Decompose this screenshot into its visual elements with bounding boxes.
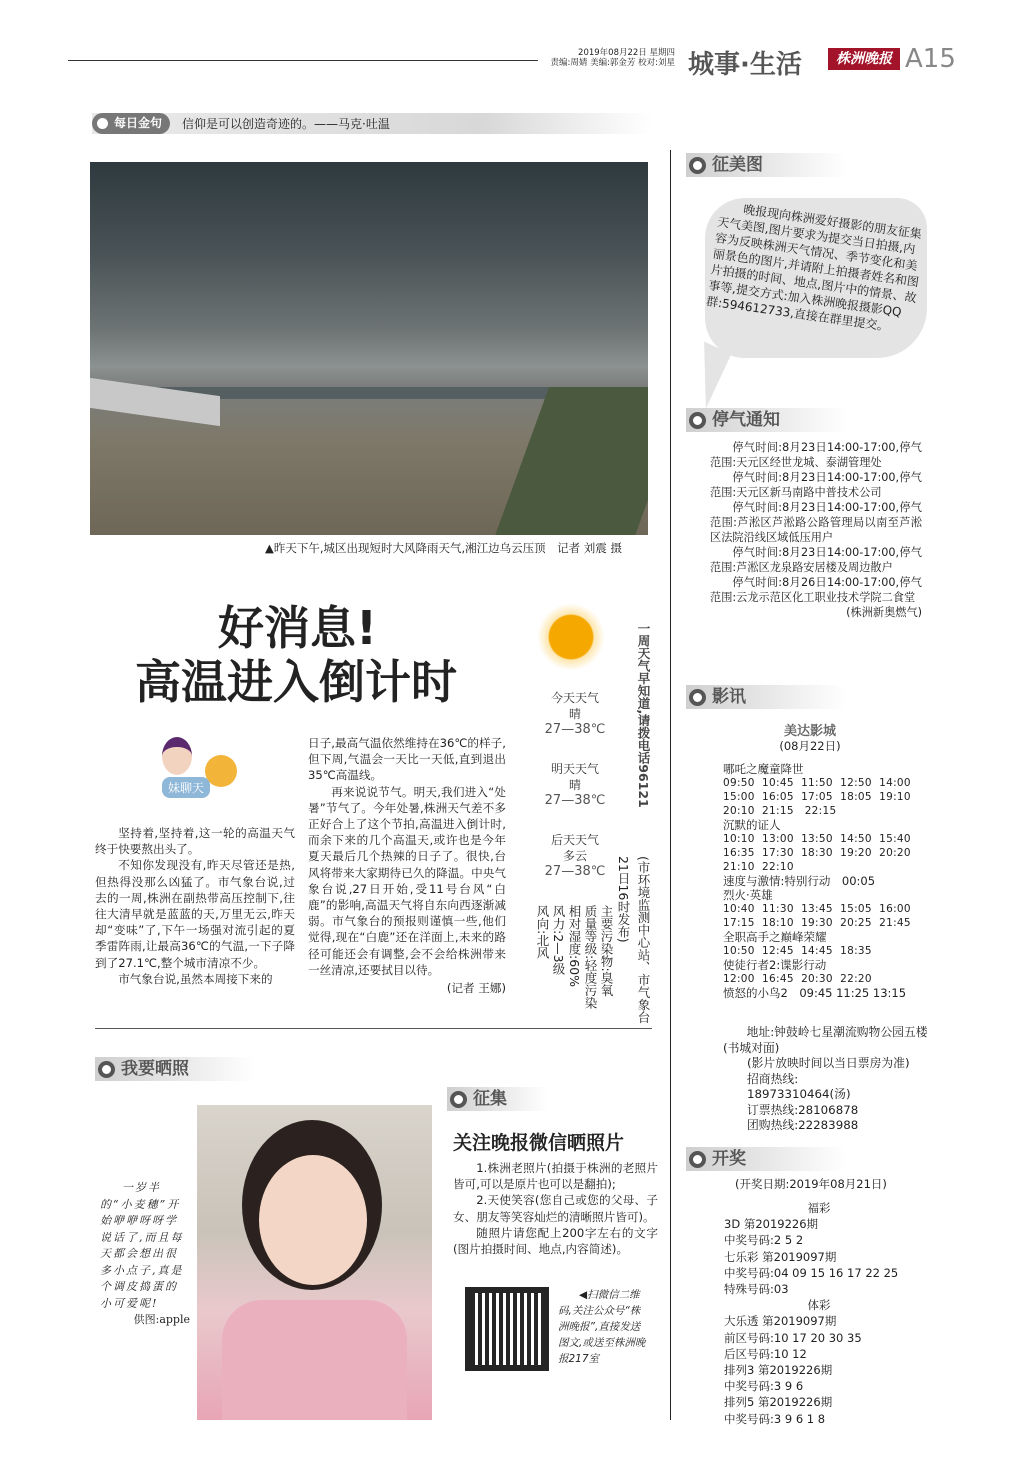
photo-caption: ▲昨天下午,城区出现短时大风降雨天气,湘江边乌云压顶 记者 刘震 摄	[265, 541, 622, 555]
weather-details: 主要污染物:臭氧 质量等级:轻度污染 相对湿度:60% 风力:2—3级 风向:北风	[535, 905, 614, 1010]
headline-line2: 高温进入倒计时	[135, 655, 457, 709]
lottery-results: 福彩 3D 第2019226期 中奖号码:2 5 2 七乐彩 第2019097期 中奖号码:04 09 15 16 17 22 25 特殊号码:03 体彩 大乐透 第2019097期 前区号码:10 17 20 30 35 后区号码:10 12 排列3 第2019226期 中奖号码:3 9 6 排列5 第2019226期 中奖号码:3 9 6 1 8	[724, 1201, 899, 1426]
gas-notices: 停气时间:8月23日14:00-17:00,停气范围:天元区经世龙城、泰湖管理处 停气时间:8月23日14:00-17:00,停气范围:天元区新马南路中普技术公司 停气时间:8月23日14:00-17:00,停气范围:芦淞区芦淞路公路管理局以南至芦淞区法院沿线区域低压用户 停气时间:8月23日14:00-17:00,停气范围:芦淞区龙泉路安居楼及周边散户 停气时间:8月26日14:00-17:00,停气范围:云龙示范区化工职业技术学院二食堂 (株洲新奥燃气)	[710, 441, 922, 619]
cinema-name: 美达影城	[783, 724, 836, 739]
dot-icon	[98, 1061, 115, 1078]
dot-icon	[689, 689, 706, 706]
movie-title: 烈火·英雄	[723, 888, 773, 902]
cinema-info: 地址:钟鼓岭七星潮流购物公园五楼(书城对面) (影片放映时间以当日票房为准) 招商热线: 18973310464(汤) 订票热线:28106878 团购热线:22283988	[723, 1025, 928, 1132]
gas-notice: 停气时间:8月23日14:00-17:00,停气范围:天元区经世龙城、泰湖管理处	[710, 441, 922, 469]
sun-icon	[537, 603, 605, 671]
byline: (记者 王娜)	[446, 981, 506, 996]
section-divider	[95, 1028, 652, 1029]
wechat-qr-code[interactable]	[465, 1287, 549, 1371]
child-photo-caption: 一岁半的“小麦穗”开始咿咿呀呀学说话了,而且每天都会想出很多小点子,真是个调皮捣蛋的小可爱呢! 供图:apple	[100, 1181, 190, 1326]
movie-title: 全职高手之巅峰荣耀	[723, 930, 827, 944]
weather-day: 明天天气 晴 27—38℃	[544, 762, 606, 808]
showtimes: 09:50 10:45 11:50 12:50 14:00 15:00 16:05 17:05 18:05 19:10 20:10 21:15 22:15	[723, 777, 911, 817]
photo-contest-text: 晚报现向株洲爱好摄影的朋友征集天气美图,图片要求为提交当日拍摄,内容为反映株洲天气情况、季节变化和美丽景色的图片,并请附上拍摄者姓名和图片拍摄的时间、地点,图片中的情景、故事等,提交方式:加入株洲晚报摄影QQ群:594612733,直接在群里提交。	[705, 202, 923, 334]
header-meta	[545, 48, 675, 68]
weather-day: 今天天气 晴 27—38℃	[544, 691, 606, 737]
section-header-lottery: 开奖	[686, 1147, 846, 1171]
movie-title: 愤怒的小鸟2 09:45 11:25 13:15	[723, 986, 907, 1000]
movie-title: 速度与激情:特别行动 00:05	[723, 874, 876, 888]
dot-icon	[689, 157, 706, 174]
collect-text: 1.株洲老照片(拍摄于株洲的老照片皆可,可以是原片也可以是翻拍); 2.天使笑容(您自己或您的父母、子女、朋友等笑容灿烂的清晰照片皆可)。 随照片请您配上200字左右的文字(图片拍摄时间、地点,内容简述)。	[453, 1161, 658, 1257]
article-col1: 坚持着,坚持着,这一轮的高温天气终于快要熬出头了。 不知你发现没有,昨天尽管还是热,但热得没那么凶猛了。市气象台说,过去的一周,株洲在副热带高压控制下,往往大清早就是蓝蓝的天,万里无云,昨天却“变味”了,下午一场强对流引起的夏季雷阵雨,让最高36℃的气温,一下子降到了27.1℃,整个城市清凉不少。 市气象台说,虽然本周接下来的	[95, 826, 295, 986]
lottery-date: (开奖日期:2019年08月21日)	[735, 1177, 887, 1191]
gas-notice: 停气时间:8月26日14:00-17:00,停气范围:云龙示范区化工职业技术学院二食堂	[710, 576, 922, 604]
section-header-photo: 我要晒照	[95, 1057, 255, 1081]
dot-icon	[97, 118, 108, 129]
issue-date: 2019年08月22日 星期四	[578, 48, 675, 58]
storm-river-photo	[90, 162, 648, 535]
headline-line1: 好消息!	[218, 601, 377, 655]
section-header-photo-contest: 征美图	[686, 153, 846, 177]
showtimes: 10:40 11:30 13:45 15:05 16:00 17:15 18:10 19:30 20:25 21:45	[723, 903, 911, 929]
movie-title: 使徒行者2:谍影行动	[723, 958, 827, 972]
speech-bubble-tail	[679, 341, 732, 408]
section-title: 城事·生活	[688, 50, 802, 80]
collect-headline: 关注晚报微信晒照片	[453, 1132, 625, 1154]
dot-icon	[450, 1091, 467, 1108]
section-header-gas: 停气通知	[686, 408, 846, 432]
showtimes: 10:50 12:45 14:45 18:35	[723, 945, 872, 957]
dot-icon	[689, 1151, 706, 1168]
weather-day: 后天天气 多云 27—38℃	[544, 833, 606, 879]
column-rule	[670, 150, 671, 1420]
newspaper-logo: 株洲晚报	[828, 48, 900, 70]
qr-note: ◀扫微信二维码,关注公众号“株洲晚报”,直接发送图文,或送至株洲晚报217室	[558, 1289, 646, 1365]
staff-credits: 责编:周婧 美编:郭金芳 校对:刘星	[550, 58, 675, 68]
showtimes: 12:00 16:45 20:30 22:20	[723, 973, 872, 985]
quote-bar	[92, 113, 652, 134]
movie-title: 沉默的证人	[723, 818, 781, 832]
weather-source: (市环境监测中心站、市气象台	[636, 856, 651, 1024]
quote-label: 每日金句	[92, 113, 170, 134]
weather-forecast	[535, 690, 615, 880]
showtimes: 10:10 13:00 13:50 14:50 15:40 16:35 17:30 18:30 19:20 20:20 21:10 22:10	[723, 833, 911, 873]
header-rule	[68, 60, 538, 61]
movie-title: 哪吒之魔童降世	[723, 762, 804, 776]
child-photo	[197, 1105, 432, 1420]
columnist-avatar	[140, 735, 240, 810]
avatar-label: 妹聊天	[162, 777, 210, 798]
section-header-movies: 影讯	[686, 685, 846, 709]
article-col2: 日子,最高气温依然维持在36℃的样子,但下周,气温会一天比一天低,直到退出35℃高温线。 再来说说节气。明天,我们进入“处暑”节气了。今年处暑,株洲天气差不多正好合上了这个节拍,高温进入倒计时,而余下来的几个高温天,或许也是今年夏天最后几个热辣的日子了。很快,台风将带来大家期待已久的降温。中央气象台说,27日开始,受11号台风“白鹿”的影响,高温天气将自东向西逐渐减弱。市气象台的预报则谨慎一些,他们觉得,现在“白鹿”还在洋面上,未来的路径可能还会有调整,会不会给株洲带来一丝清凉,还要拭目以待。 (记者 王娜)	[308, 736, 506, 996]
gas-notice: 停气时间:8月23日14:00-17:00,停气范围:天元区新马南路中普技术公司	[710, 471, 922, 499]
quote-text: 信仰是可以创造奇迹的。——马克·吐温	[182, 117, 390, 131]
page-number: A15	[905, 44, 956, 74]
gas-notice: 停气时间:8月23日14:00-17:00,停气范围:芦淞区龙泉路安居楼及周边散户	[710, 546, 922, 574]
weather-hotline: 一周天气早知道,请拨电话96121	[636, 622, 651, 808]
cinema-date: (08月22日)	[779, 739, 841, 753]
section-header-collect: 征集	[447, 1087, 547, 1111]
dot-icon	[689, 412, 706, 429]
weather-issue-time: 21日16时发布)	[616, 856, 631, 943]
gas-notice: 停气时间:8月23日14:00-17:00,停气范围:芦淞区芦淞路公路管理局以南至芦淞区法院沿线区域低压用户	[710, 501, 922, 544]
movie-list	[723, 762, 923, 1000]
